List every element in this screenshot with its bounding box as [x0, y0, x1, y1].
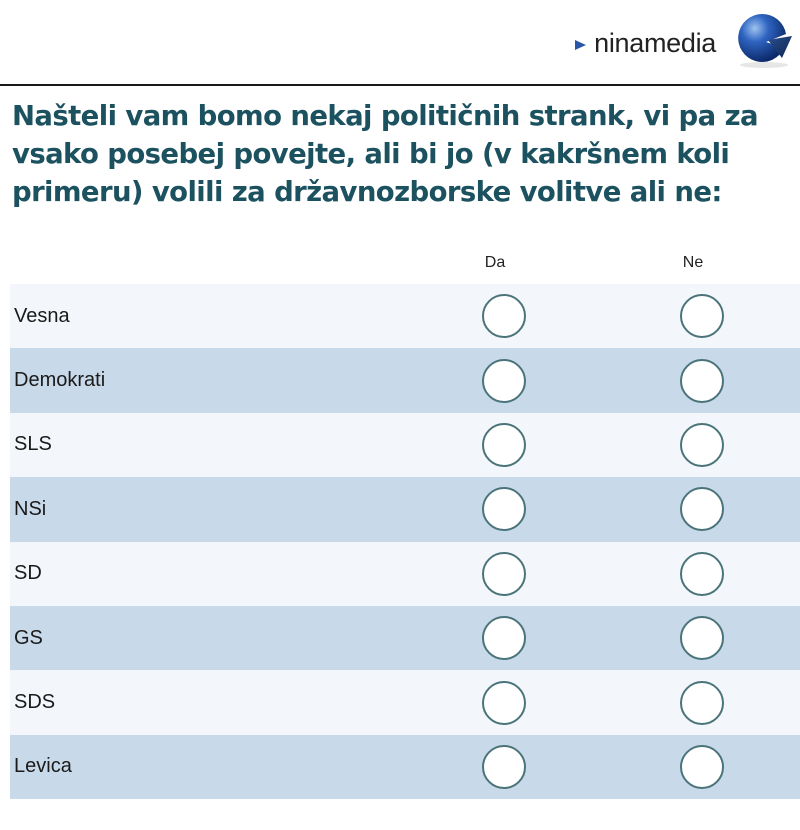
radio-da-gs[interactable] — [482, 616, 526, 660]
row-label: Demokrati — [14, 369, 106, 392]
grid-row-vesna — [10, 284, 800, 348]
radio-ne-nsi[interactable] — [680, 487, 724, 531]
radio-da-demokrati[interactable] — [482, 359, 526, 403]
grid-row-sls — [10, 413, 800, 477]
radio-da-nsi[interactable] — [482, 487, 526, 531]
row-label: SLS — [14, 433, 52, 456]
grid-row-sds — [10, 670, 800, 734]
grid-row-sd — [10, 542, 800, 606]
row-label: NSi — [14, 497, 47, 520]
column-headers — [10, 248, 800, 284]
row-label: Vesna — [14, 304, 70, 327]
radio-ne-demokrati[interactable] — [680, 359, 724, 403]
grid-row-demokrati — [10, 348, 800, 412]
play-arrow-icon — [575, 40, 586, 50]
radio-ne-sd[interactable] — [680, 552, 724, 596]
row-label: Levica — [14, 755, 72, 778]
grid-row-gs — [10, 606, 800, 670]
radio-ne-gs[interactable] — [680, 616, 724, 660]
grid-row-levica — [10, 735, 800, 799]
question-title: Našteli vam bomo nekaj političnih strank, vi pa za vsako posebej povejte, ali bi jo (v kakršnem koli primeru) volili za državnozborske volitve ali ne: — [12, 100, 758, 208]
column-header-da: Da — [484, 254, 506, 271]
header — [0, 0, 800, 86]
radio-da-sds[interactable] — [482, 681, 526, 725]
brand-name: ninamedia — [594, 28, 716, 58]
radio-da-sls[interactable] — [482, 423, 526, 467]
row-label: GS — [14, 626, 43, 649]
row-label: SD — [14, 562, 42, 585]
radio-ne-vesna[interactable] — [680, 294, 724, 338]
brand — [575, 28, 716, 59]
globe-logo-icon — [734, 10, 794, 70]
answer-grid — [10, 248, 800, 799]
radio-da-sd[interactable] — [482, 552, 526, 596]
grid-row-nsi — [10, 477, 800, 541]
radio-da-vesna[interactable] — [482, 294, 526, 338]
column-header-ne: Ne — [682, 254, 704, 271]
radio-ne-levica[interactable] — [680, 745, 724, 789]
radio-da-levica[interactable] — [482, 745, 526, 789]
row-label: SDS — [14, 691, 56, 714]
radio-ne-sls[interactable] — [680, 423, 724, 467]
radio-ne-sds[interactable] — [680, 681, 724, 725]
